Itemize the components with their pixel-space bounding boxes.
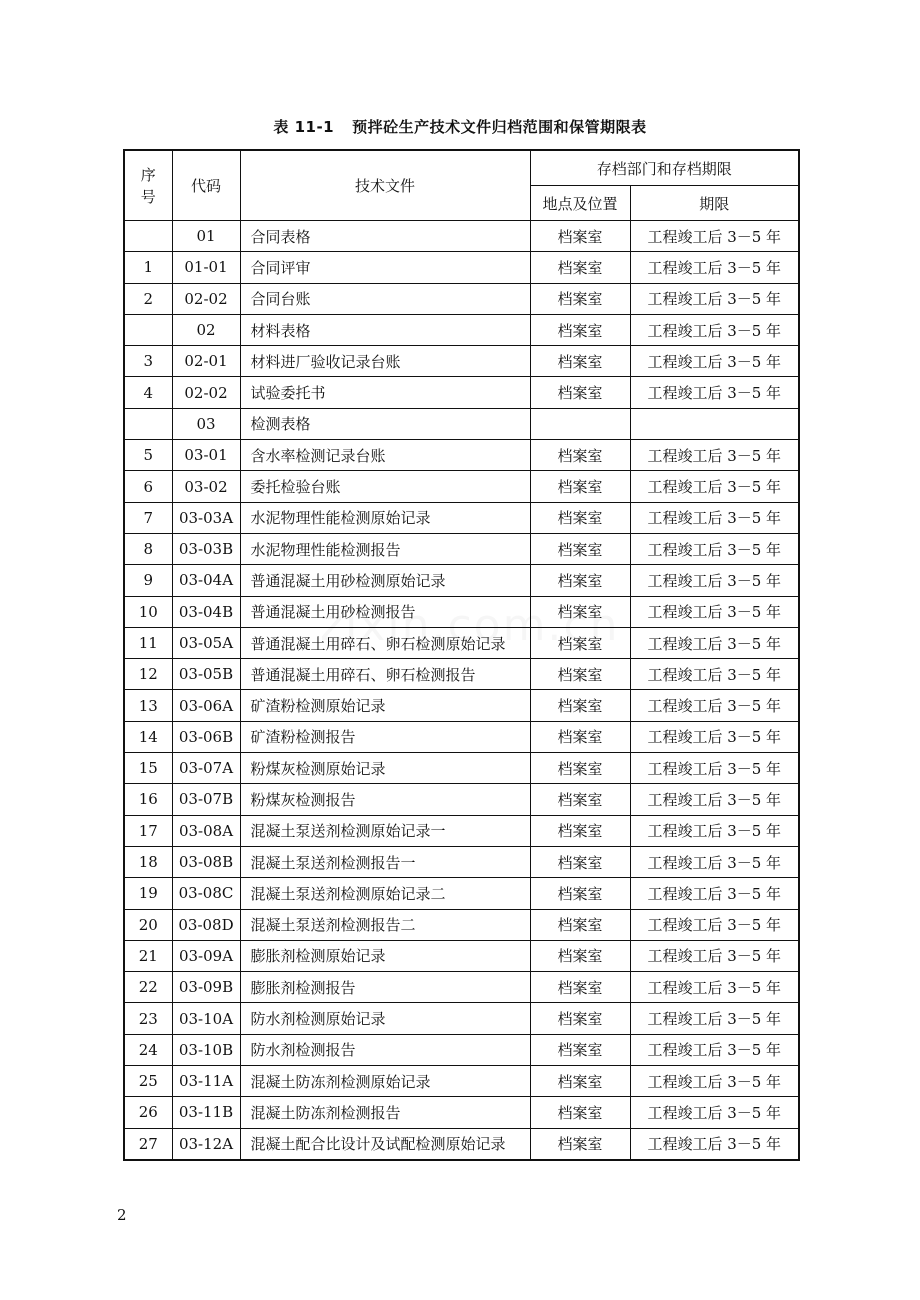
cell-period: 工程竣工后 3－5 年	[630, 721, 799, 752]
cell-location: 档案室	[530, 1003, 630, 1034]
cell-document: 膨胀剂检测报告	[240, 972, 530, 1003]
table-row	[124, 784, 799, 815]
cell-seq: 12	[124, 659, 172, 690]
table-row	[124, 314, 799, 345]
cell-location: 档案室	[530, 878, 630, 909]
table-row	[124, 1003, 799, 1034]
cell-document: 矿渣粉检测报告	[240, 721, 530, 752]
cell-period: 工程竣工后 3－5 年	[630, 940, 799, 971]
cell-period: 工程竣工后 3－5 年	[630, 753, 799, 784]
header-seq-label: 序号	[140, 165, 156, 206]
cell-seq: 8	[124, 533, 172, 564]
cell-seq: 26	[124, 1097, 172, 1128]
cell-code: 03	[172, 408, 240, 439]
table-row	[124, 502, 799, 533]
cell-seq: 19	[124, 878, 172, 909]
cell-period: 工程竣工后 3－5 年	[630, 815, 799, 846]
cell-location: 档案室	[530, 1066, 630, 1097]
cell-seq: 17	[124, 815, 172, 846]
cell-code: 03-11A	[172, 1066, 240, 1097]
cell-code: 03-05A	[172, 627, 240, 658]
cell-location: 档案室	[530, 314, 630, 345]
header-storage-group: 存档部门和存档期限	[530, 150, 799, 186]
cell-seq: 2	[124, 283, 172, 314]
cell-location: 档案室	[530, 627, 630, 658]
cell-period: 工程竣工后 3－5 年	[630, 346, 799, 377]
table-row	[124, 565, 799, 596]
table-number: 表 11-1	[273, 118, 335, 136]
cell-code: 03-06B	[172, 721, 240, 752]
cell-seq: 11	[124, 627, 172, 658]
cell-code: 03-11B	[172, 1097, 240, 1128]
cell-seq: 14	[124, 721, 172, 752]
cell-document: 混凝土泵送剂检测报告二	[240, 909, 530, 940]
cell-location: 档案室	[530, 1097, 630, 1128]
table-row	[124, 1034, 799, 1065]
table-row	[124, 627, 799, 658]
cell-document: 委托检验台账	[240, 471, 530, 502]
cell-document: 防水剂检测报告	[240, 1034, 530, 1065]
cell-document: 粉煤灰检测报告	[240, 784, 530, 815]
table-row	[124, 1128, 799, 1160]
cell-period: 工程竣工后 3－5 年	[630, 1003, 799, 1034]
table-row	[124, 596, 799, 627]
table-row	[124, 878, 799, 909]
table-row	[124, 659, 799, 690]
cell-location: 档案室	[530, 690, 630, 721]
table-row	[124, 846, 799, 877]
table-title	[0, 116, 920, 137]
cell-document: 防水剂检测原始记录	[240, 1003, 530, 1034]
cell-period: 工程竣工后 3－5 年	[630, 440, 799, 471]
cell-code: 02-02	[172, 283, 240, 314]
table-row	[124, 377, 799, 408]
cell-seq: 5	[124, 440, 172, 471]
cell-code: 03-04A	[172, 565, 240, 596]
cell-location: 档案室	[530, 909, 630, 940]
cell-seq: 1	[124, 252, 172, 283]
cell-period: 工程竣工后 3－5 年	[630, 314, 799, 345]
cell-document: 普通混凝土用砂检测原始记录	[240, 565, 530, 596]
cell-location: 档案室	[530, 471, 630, 502]
header-row-1	[124, 150, 799, 186]
cell-document: 混凝土防冻剂检测报告	[240, 1097, 530, 1128]
cell-code: 03-10A	[172, 1003, 240, 1034]
cell-code: 01-01	[172, 252, 240, 283]
header-code: 代码	[172, 150, 240, 221]
cell-seq: 13	[124, 690, 172, 721]
cell-location: 档案室	[530, 972, 630, 1003]
cell-location: 档案室	[530, 346, 630, 377]
cell-seq	[124, 314, 172, 345]
cell-document: 试验委托书	[240, 377, 530, 408]
cell-period: 工程竣工后 3－5 年	[630, 221, 799, 252]
cell-code: 02-02	[172, 377, 240, 408]
cell-location	[530, 408, 630, 439]
cell-location: 档案室	[530, 565, 630, 596]
cell-location: 档案室	[530, 784, 630, 815]
cell-code: 03-07A	[172, 753, 240, 784]
cell-document: 检测表格	[240, 408, 530, 439]
table-row	[124, 1066, 799, 1097]
table-row	[124, 815, 799, 846]
cell-period: 工程竣工后 3－5 年	[630, 377, 799, 408]
header-period: 期限	[630, 186, 799, 221]
cell-period: 工程竣工后 3－5 年	[630, 627, 799, 658]
table-row	[124, 471, 799, 502]
cell-seq	[124, 221, 172, 252]
cell-document: 普通混凝土用碎石、卵石检测报告	[240, 659, 530, 690]
table-row	[124, 753, 799, 784]
cell-seq: 15	[124, 753, 172, 784]
cell-code: 02-01	[172, 346, 240, 377]
cell-period: 工程竣工后 3－5 年	[630, 533, 799, 564]
cell-location: 档案室	[530, 815, 630, 846]
cell-document: 混凝土配合比设计及试配检测原始记录	[240, 1128, 530, 1160]
table-row	[124, 690, 799, 721]
cell-seq: 25	[124, 1066, 172, 1097]
cell-seq: 4	[124, 377, 172, 408]
cell-period: 工程竣工后 3－5 年	[630, 283, 799, 314]
cell-seq: 23	[124, 1003, 172, 1034]
cell-seq: 22	[124, 972, 172, 1003]
cell-document: 混凝土防冻剂检测原始记录	[240, 1066, 530, 1097]
cell-code: 03-12A	[172, 1128, 240, 1160]
cell-document: 粉煤灰检测原始记录	[240, 753, 530, 784]
cell-code: 03-08A	[172, 815, 240, 846]
cell-seq: 20	[124, 909, 172, 940]
cell-location: 档案室	[530, 221, 630, 252]
cell-seq: 7	[124, 502, 172, 533]
cell-code: 01	[172, 221, 240, 252]
table-row	[124, 972, 799, 1003]
table-row	[124, 721, 799, 752]
cell-period: 工程竣工后 3－5 年	[630, 1128, 799, 1160]
table-row	[124, 909, 799, 940]
cell-code: 03-10B	[172, 1034, 240, 1065]
cell-location: 档案室	[530, 283, 630, 314]
table-row	[124, 440, 799, 471]
cell-seq	[124, 408, 172, 439]
header-document: 技术文件	[240, 150, 530, 221]
cell-code: 03-04B	[172, 596, 240, 627]
table-row	[124, 346, 799, 377]
table-row	[124, 940, 799, 971]
cell-seq: 3	[124, 346, 172, 377]
cell-document: 合同表格	[240, 221, 530, 252]
cell-code: 03-06A	[172, 690, 240, 721]
cell-location: 档案室	[530, 252, 630, 283]
cell-period: 工程竣工后 3－5 年	[630, 252, 799, 283]
table-row	[124, 252, 799, 283]
cell-document: 水泥物理性能检测报告	[240, 533, 530, 564]
cell-code: 02	[172, 314, 240, 345]
cell-period	[630, 408, 799, 439]
cell-period: 工程竣工后 3－5 年	[630, 596, 799, 627]
cell-location: 档案室	[530, 753, 630, 784]
cell-location: 档案室	[530, 940, 630, 971]
cell-code: 03-09A	[172, 940, 240, 971]
cell-document: 合同台账	[240, 283, 530, 314]
cell-document: 材料进厂验收记录台账	[240, 346, 530, 377]
cell-period: 工程竣工后 3－5 年	[630, 690, 799, 721]
cell-period: 工程竣工后 3－5 年	[630, 1097, 799, 1128]
cell-location: 档案室	[530, 533, 630, 564]
cell-document: 混凝土泵送剂检测原始记录二	[240, 878, 530, 909]
cell-document: 材料表格	[240, 314, 530, 345]
cell-code: 03-08C	[172, 878, 240, 909]
cell-period: 工程竣工后 3－5 年	[630, 502, 799, 533]
cell-document: 混凝土泵送剂检测原始记录一	[240, 815, 530, 846]
cell-seq: 9	[124, 565, 172, 596]
cell-seq: 16	[124, 784, 172, 815]
cell-seq: 18	[124, 846, 172, 877]
page-number: 2	[117, 1206, 127, 1224]
cell-document: 水泥物理性能检测原始记录	[240, 502, 530, 533]
cell-code: 03-03A	[172, 502, 240, 533]
cell-code: 03-05B	[172, 659, 240, 690]
table-row	[124, 408, 799, 439]
archive-table	[123, 149, 800, 1161]
cell-document: 混凝土泵送剂检测报告一	[240, 846, 530, 877]
table-row	[124, 283, 799, 314]
cell-code: 03-03B	[172, 533, 240, 564]
cell-code: 03-02	[172, 471, 240, 502]
cell-location: 档案室	[530, 502, 630, 533]
cell-period: 工程竣工后 3－5 年	[630, 846, 799, 877]
cell-seq: 24	[124, 1034, 172, 1065]
cell-location: 档案室	[530, 440, 630, 471]
cell-period: 工程竣工后 3－5 年	[630, 972, 799, 1003]
cell-document: 普通混凝土用砂检测报告	[240, 596, 530, 627]
cell-document: 普通混凝土用碎石、卵石检测原始记录	[240, 627, 530, 658]
cell-code: 03-08D	[172, 909, 240, 940]
cell-period: 工程竣工后 3－5 年	[630, 878, 799, 909]
cell-location: 档案室	[530, 659, 630, 690]
cell-period: 工程竣工后 3－5 年	[630, 1066, 799, 1097]
cell-period: 工程竣工后 3－5 年	[630, 1034, 799, 1065]
cell-period: 工程竣工后 3－5 年	[630, 784, 799, 815]
cell-document: 膨胀剂检测原始记录	[240, 940, 530, 971]
cell-code: 03-08B	[172, 846, 240, 877]
cell-document: 合同评审	[240, 252, 530, 283]
cell-location: 档案室	[530, 377, 630, 408]
cell-period: 工程竣工后 3－5 年	[630, 659, 799, 690]
header-seq	[124, 150, 172, 221]
table-caption: 预拌砼生产技术文件归档范围和保管期限表	[352, 118, 647, 136]
header-location: 地点及位置	[530, 186, 630, 221]
cell-location: 档案室	[530, 846, 630, 877]
cell-location: 档案室	[530, 596, 630, 627]
cell-location: 档案室	[530, 1034, 630, 1065]
cell-code: 03-01	[172, 440, 240, 471]
table-row	[124, 1097, 799, 1128]
cell-period: 工程竣工后 3－5 年	[630, 471, 799, 502]
cell-code: 03-07B	[172, 784, 240, 815]
cell-seq: 10	[124, 596, 172, 627]
cell-seq: 6	[124, 471, 172, 502]
cell-document: 含水率检测记录台账	[240, 440, 530, 471]
cell-location: 档案室	[530, 721, 630, 752]
cell-document: 矿渣粉检测原始记录	[240, 690, 530, 721]
cell-location: 档案室	[530, 1128, 630, 1160]
cell-period: 工程竣工后 3－5 年	[630, 909, 799, 940]
table-body	[124, 221, 799, 1160]
cell-seq: 27	[124, 1128, 172, 1160]
table-row	[124, 533, 799, 564]
cell-seq: 21	[124, 940, 172, 971]
table-row	[124, 221, 799, 252]
cell-code: 03-09B	[172, 972, 240, 1003]
cell-period: 工程竣工后 3－5 年	[630, 565, 799, 596]
